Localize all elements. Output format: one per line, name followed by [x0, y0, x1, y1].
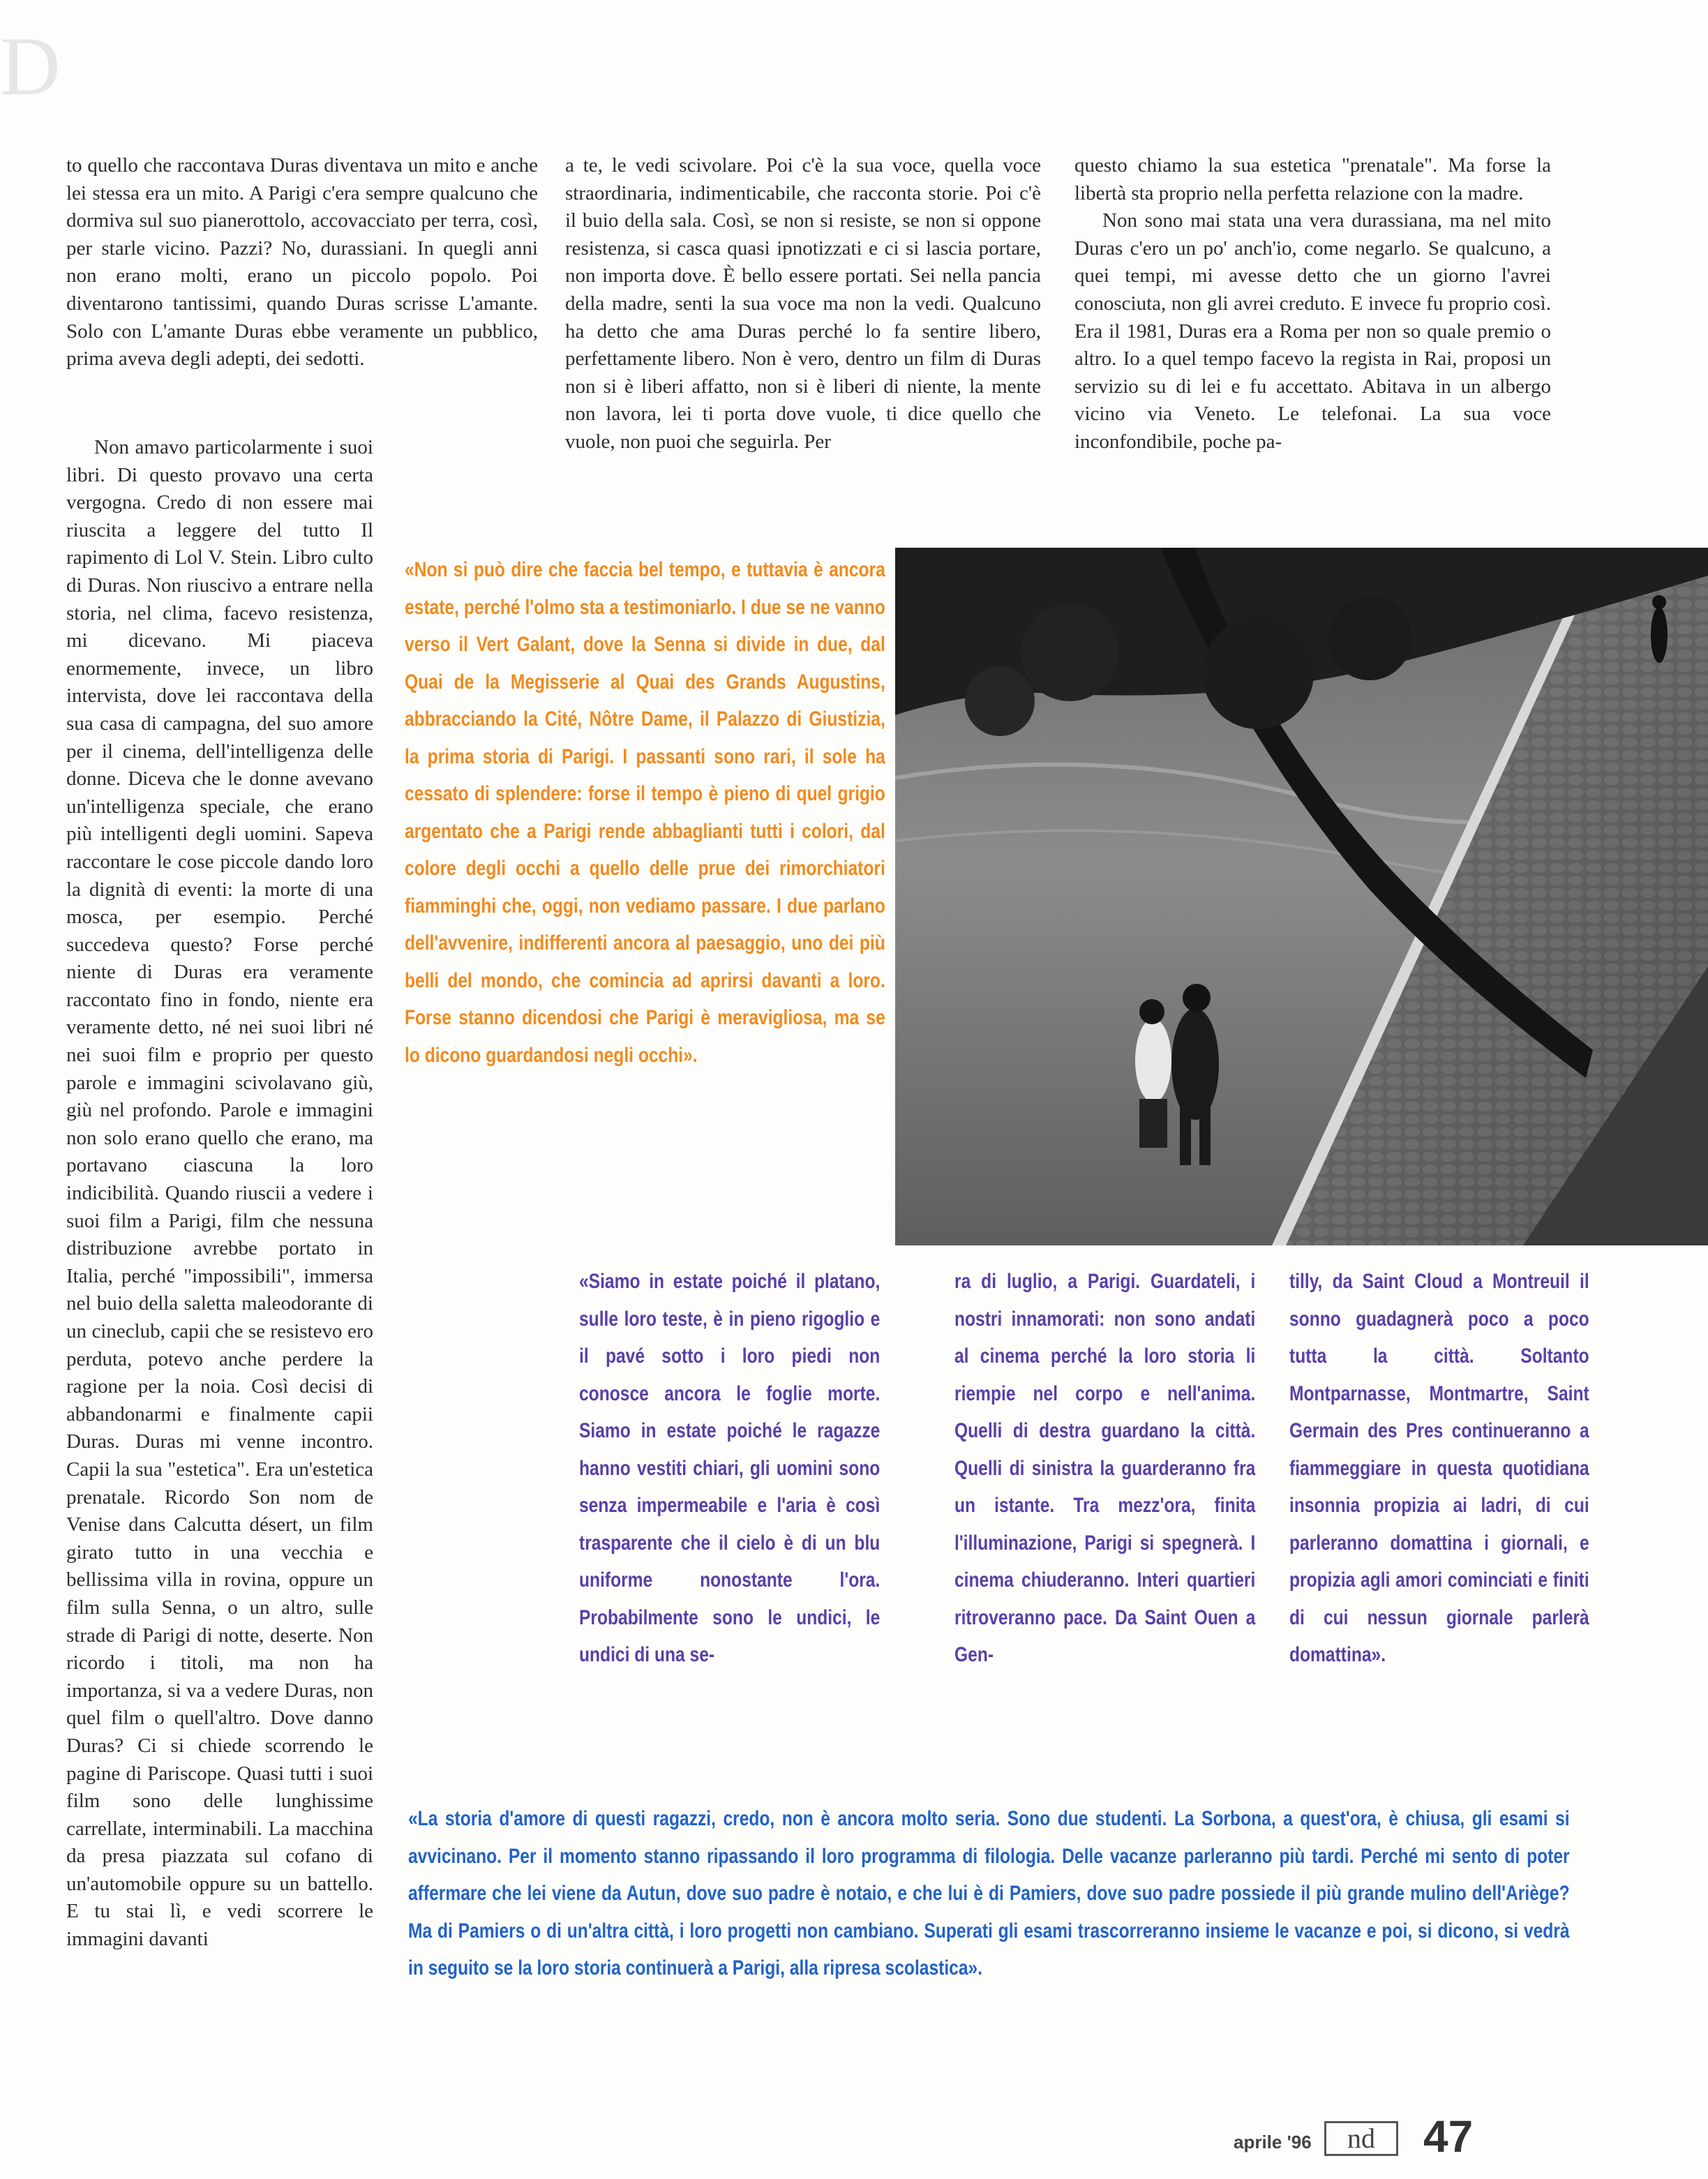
quote-purple-col-2	[954, 1263, 1255, 1674]
quote-purple-col-3	[1289, 1263, 1589, 1674]
quote-purple-text-3: tilly, da Saint Cloud a Montreuil il sonno guadagnerà poco a poco tutta la città. Soltanto Montparnasse, Montmartre, Saint Germain des Pres continueranno a fiammeggiare in questa quotidiana insonnia propizia ai ladri, di cui parleranno domattina i giornali, e propizia agli amori cominciati e finiti di cui nessun giornale parlerà domattina».	[1289, 1270, 1589, 1666]
quote-blue	[408, 1800, 1570, 1987]
col3-paragraph-1: questo chiamo la sua estetica "prenatale". Ma forse la libertà sta proprio nella perfetta relazione con la madre.	[1074, 154, 1551, 204]
decorative-drop-letter: D	[0, 20, 61, 112]
quote-orange-text: «Non si può dire che faccia bel tempo, e tuttavia è ancora estate, perché l'olmo sta a testimoniarlo. I due se ne vanno verso il Vert Galant, dove la Senna si divide in due, dal Quai de la Megisserie al Quai des Grands Augustins, abbracciando la Cité, Nôtre Dame, il Palazzo di Giustizia, la prima storia di Parigi. I passanti sono rari, il sole ha cessato di splendere: forse il tempo è pieno di quel grigio argentato che a Parigi rende abbaglianti tutti i colori, dal colore degli occhi a quello delle prue dei rimorchiatori fiamminghi che, oggi, non vediamo passare. I due parlano dell'avvenire, indifferenti ancora al paesaggio, uno dei più belli del mondo, che comincia ad aprirsi davanti a loro. Forse stanno dicendosi che Parigi è meravigliosa, ma se lo dicono guardandosi negli occhi».	[405, 558, 885, 1067]
article-column-1	[66, 152, 538, 373]
col3-paragraph-2: Non sono mai stata una vera durassiana, ma nel mito Duras c'ero un po' anch'io, come negarlo. Se qualcuno, a quei tempi, mi avesse detto che un giorno l'avrei conosciuta, non gli avrei creduto. E invece fu proprio così. Era il 1981, Duras era a Roma per non so quale premio o altro. Io a quel tempo facevo la regista in Rai, proposi un servizio su di lei e fu accettato. Abitava in un albergo vicino via Veneto. Le telefonai. La sua voce inconfondibile, poche pa-	[1074, 209, 1551, 453]
magazine-logo: nd	[1324, 2121, 1398, 2156]
quote-blue-text: «La storia d'amore di questi ragazzi, credo, non è ancora molto seria. Sono due studenti. La Sorbona, a quest'ora, è chiusa, gli esami si avvicinano. Per il momento stanno ripassando il loro programma di filologia. Delle vacanze parleranno più tardi. Perché mi sento di poter affermare che lei viene da Autun, dove suo padre è notaio, e che lui è di Pamiers, dove suo padre possiede il più grande mulino dell'Ariège? Ma di Pamiers o di un'altra città, i loro progetti non cambiano. Superati gli esami trascorreranno insieme le vacanze e poi, si dicono, si vedrà in seguito se la loro storia continuerà a Parigi, alla ripresa scolastica».	[408, 1807, 1570, 1979]
quote-purple-text-2: ra di luglio, a Parigi. Guardateli, i nostri innamorati: non sono andati al cinema perché la loro storia li riempie nel corpo e nell'anima. Quelli di destra guardano la città. Quelli di sinistra la guarderanno fra un istante. Tra mezz'ora, finita l'illuminazione, Parigi si spegnerà. I cinema chiuderanno. Interi quartieri ritroveranno pace. Da Saint Ouen a Gen-	[954, 1270, 1256, 1666]
article-column-3	[1074, 152, 1551, 456]
col1-paragraph-1: to quello che raccontava Duras diventava un mito e anche lei stessa era un mito. A Parigi c'era sempre qualcuno che dormiva sul suo pianerottolo, accovacciato per terra, così, per starle vicino. Pazzi? No, durassiani. In quegli anni non erano molti, erano un piccolo popolo. Poi diventarono tantissimi, quando Duras scrisse L'amante. Solo con L'amante Duras ebbe veramente un pubblico, prima aveva degli adepti, dei sedotti.	[66, 154, 538, 370]
col1-paragraph-2: Non amavo particolarmente i suoi libri. Di questo provavo una certa vergogna. Credo di non essere mai riuscita a leggere del tutto Il rapimento di Lol V. Stein. Libro culto di Duras. Non riuscivo a entrare nella storia, nel clima, facevo resistenza, mi dicevano. Mi piaceva enormemente, invece, un libro intervista, dove lei raccontava della sua casa di campagna, del suo amore per il cinema, dell'intelligenza delle donne. Diceva che le donne avevano un'intelligenza speciale, che erano più intelligenti degli uomini. Sapeva raccontare le cose piccole dando loro la dignità di eventi: la morte di una mosca, per esempio. Perché succedeva questo? Forse perché niente di Duras era veramente raccontato fino in fondo, niente era veramente detto, né nei suoi libri né nei suoi film e proprio per questo parole e immagini scivolavano giù, giù nel profondo. Parole e immagini non solo erano quello che erano, ma portavano ciascuna la loro indicibilità. Quando riuscii a vedere i suoi film a Parigi, film che nessuna distribuzione avrebbe portato in Italia, perché "impossibili", immersa nel buio della saletta maleodorante di un cineclub, capii che se resistevo ero perduta, potevo anche perdere la ragione per la noia. Così decisi di abbandonarmi e finalmente capii Duras. Duras mi venne incontro. Capii la sua "estetica". Era un'estetica prenatale. Ricordo Son nom de Venise dans Calcutta désert, un film girato tutto in una vecchia e bellissima villa in rovina, oppure un film sulla Senna, o un altro, sulle strade di Parigi di notte, deserte. Non ricordo i titoli, ma non ha importanza, si va a vedere Duras, non quel film o quell'altro. Dove danno Duras? Ci si chiede scorrendo le pagine di Pariscope. Quasi tutti i suoi film sono delle lunghissime carrellate, interminabili. La macchina da presa piazzata sul cofano di un'automobile oppure su un battello. E tu stai lì, e vedi scorrere le immagini davanti	[66, 436, 373, 1951]
article-column-1-narrow	[66, 434, 373, 1954]
article-column-2	[565, 152, 1041, 456]
quote-purple-text-1: «Siamo in estate poiché il platano, sulle loro teste, è in pieno rigoglio e il pavé sotto i loro piedi non conosce ancora le foglie morte. Siamo in estate poiché le ragazze hanno vestiti chiari, gli uomini sono senza impermeabile e l'aria è così trasparente che il cielo è di un blu uniforme nonostante l'ora. Probabilmente sono le undici, le undici di una se-	[579, 1270, 881, 1666]
page-number: 47	[1423, 2111, 1474, 2162]
footer-issue-date: aprile '96	[1234, 2132, 1312, 2152]
quote-purple-col-1	[579, 1263, 880, 1674]
photo-couple-on-seine-quay	[895, 548, 1708, 1245]
col2-paragraph: a te, le vedi scivolare. Poi c'è la sua voce, quella voce straordinaria, indimenticabile, che racconta storie. Poi c'è il buio della sala. Così, se non si resiste, se non si oppone resistenza, si casca quasi ipnotizzati e ci si lascia portare, non importa dove. È bello essere portati. Sei nella pancia della madre, senti la sua voce ma non la vedi. Qualcuno ha detto che ama Duras perché lo fa sentire libero, perfettamente libero. Non è vero, dentro un film di Duras non si è liberi affatto, non si è liberi di niente, la mente non lavora, lei ti porta dove vuole, ti dice quello che vuole, non puoi che seguirla. Per	[565, 154, 1041, 453]
quote-orange	[405, 551, 885, 1074]
